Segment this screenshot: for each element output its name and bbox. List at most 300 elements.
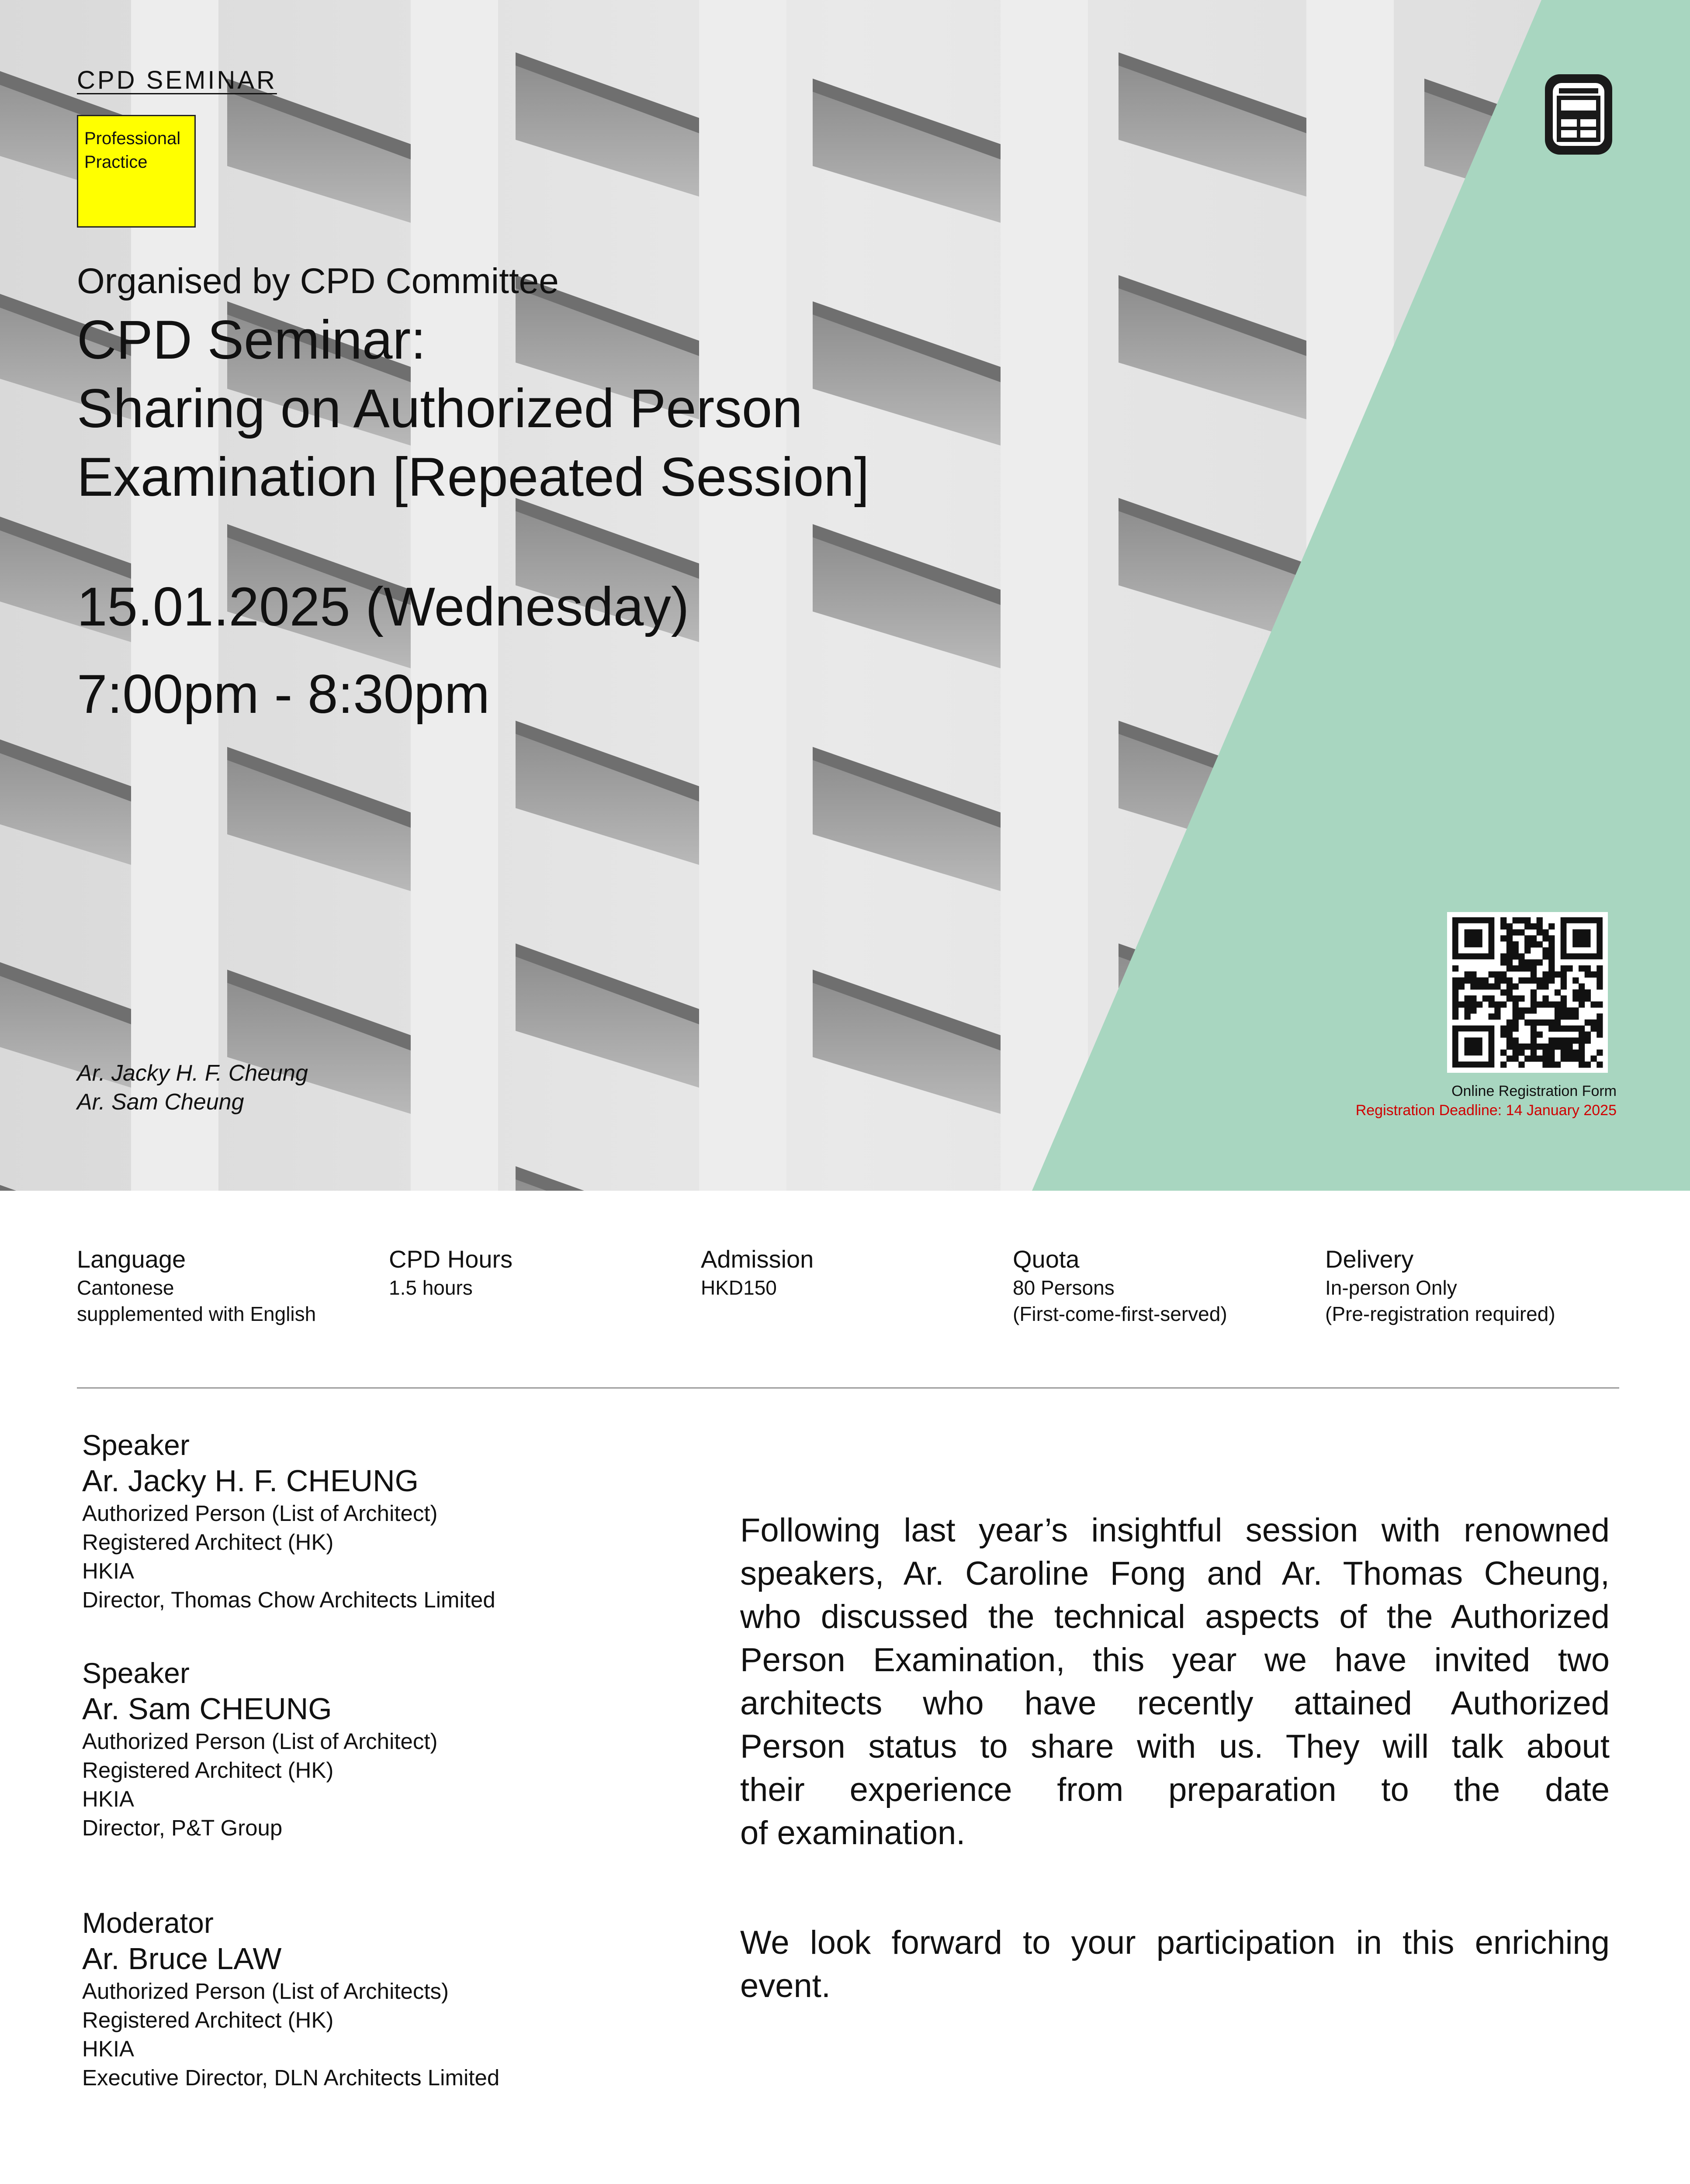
qr-module xyxy=(1465,1013,1471,1019)
qr-module xyxy=(1518,930,1524,936)
qr-module xyxy=(1585,989,1591,995)
qr-module xyxy=(1590,1055,1596,1061)
qr-module xyxy=(1513,1007,1519,1013)
qr-module xyxy=(1500,1031,1506,1037)
qr-module xyxy=(1572,989,1579,995)
speaker-2 xyxy=(82,1655,438,1842)
registration-qr-code[interactable] xyxy=(1447,912,1608,1073)
qr-module xyxy=(1596,1050,1603,1056)
qr-module xyxy=(1494,1013,1500,1019)
qr-module xyxy=(1489,971,1495,978)
qr-module xyxy=(1579,983,1585,989)
qr-module xyxy=(1452,1007,1458,1013)
qr-module xyxy=(1566,1037,1572,1044)
qr-module xyxy=(1470,971,1476,978)
qr-module xyxy=(1513,1037,1519,1044)
qr-module xyxy=(1458,1002,1465,1008)
registration-deadline: Registration Deadline: 14 January 2025 xyxy=(1355,1102,1617,1119)
qr-module xyxy=(1579,989,1585,995)
info-value: Cantonese xyxy=(77,1276,174,1299)
qr-module xyxy=(1548,971,1555,978)
qr-module xyxy=(1542,971,1548,978)
qr-module xyxy=(1579,965,1585,971)
qr-module xyxy=(1531,1055,1537,1061)
qr-module xyxy=(1561,1007,1567,1013)
person-name: Ar. Jacky H. F. CHEUNG xyxy=(82,1464,419,1498)
qr-module xyxy=(1506,989,1513,995)
person-detail: Authorized Person (List of Architects) xyxy=(82,1979,449,2004)
qr-module xyxy=(1506,965,1513,971)
page-title xyxy=(77,306,869,511)
person-detail: HKIA xyxy=(82,1559,135,1583)
qr-module xyxy=(1542,1050,1548,1056)
info-value: (First-come-first-served) xyxy=(1013,1303,1227,1325)
qr-module xyxy=(1537,1002,1543,1008)
person-role: Moderator xyxy=(82,1907,214,1939)
description-line: of examination. xyxy=(740,1814,966,1852)
qr-module xyxy=(1531,978,1537,984)
qr-module xyxy=(1596,971,1603,978)
qr-module xyxy=(1548,1061,1555,1068)
info-label: Quota xyxy=(1013,1245,1080,1273)
qr-module xyxy=(1542,935,1548,941)
qr-module xyxy=(1537,930,1543,936)
qr-module xyxy=(1476,978,1482,984)
qr-module xyxy=(1548,959,1555,965)
description-paragraph-1 xyxy=(740,1509,1610,1855)
info-admission xyxy=(701,1244,1007,1301)
qr-module xyxy=(1452,995,1458,1002)
description-line: who discussed the technical aspects of the Authorized xyxy=(740,1598,1610,1635)
qr-module xyxy=(1506,947,1513,954)
hero-speaker-1: Ar. Jacky H. F. Cheung xyxy=(77,1061,308,1086)
hero-speaker-2: Ar. Sam Cheung xyxy=(77,1089,244,1115)
qr-module xyxy=(1524,1019,1531,1026)
qr-module xyxy=(1500,917,1506,923)
qr-module xyxy=(1596,965,1603,971)
qr-module xyxy=(1518,959,1524,965)
qr-module xyxy=(1542,1002,1548,1008)
speaker-1 xyxy=(82,1427,495,1614)
qr-module xyxy=(1548,954,1555,960)
qr-module xyxy=(1585,995,1591,1002)
description-line: event. xyxy=(740,1967,831,2004)
qr-module xyxy=(1596,983,1603,989)
qr-module xyxy=(1537,1019,1543,1026)
qr-module xyxy=(1506,1019,1513,1026)
info-language xyxy=(77,1244,383,1327)
qr-module xyxy=(1542,947,1548,954)
qr-module xyxy=(1513,941,1519,947)
qr-finder xyxy=(1572,930,1590,947)
qr-module xyxy=(1506,923,1513,930)
qr-module xyxy=(1555,1002,1561,1008)
qr-module xyxy=(1572,995,1579,1002)
person-name: Ar. Bruce LAW xyxy=(82,1942,282,1976)
qr-module xyxy=(1518,1013,1524,1019)
qr-module xyxy=(1555,1061,1561,1068)
info-value: (Pre-registration required) xyxy=(1325,1303,1555,1325)
qr-module xyxy=(1579,1044,1585,1050)
qr-module xyxy=(1513,1050,1519,1056)
description-paragraph-2 xyxy=(740,1921,1610,2008)
qr-module xyxy=(1489,983,1495,989)
qr-code-icon xyxy=(1447,912,1608,1073)
qr-module xyxy=(1542,1019,1548,1026)
qr-module xyxy=(1561,1050,1567,1056)
person-detail: Registered Architect (HK) xyxy=(82,2008,334,2032)
qr-module xyxy=(1524,959,1531,965)
qr-module xyxy=(1458,983,1465,989)
qr-module xyxy=(1561,1026,1567,1032)
qr-module xyxy=(1524,935,1531,941)
qr-module xyxy=(1513,930,1519,936)
qr-module xyxy=(1513,1019,1519,1026)
qr-module xyxy=(1548,965,1555,971)
qr-module xyxy=(1531,941,1537,947)
qr-module xyxy=(1524,1055,1531,1061)
moderator xyxy=(82,1905,499,2092)
qr-module xyxy=(1470,978,1476,984)
qr-module xyxy=(1518,917,1524,923)
qr-module xyxy=(1596,1019,1603,1026)
qr-module xyxy=(1579,1026,1585,1032)
qr-module xyxy=(1596,1061,1603,1068)
qr-module xyxy=(1537,959,1543,965)
qr-module xyxy=(1500,978,1506,984)
qr-module xyxy=(1572,978,1579,984)
qr-module xyxy=(1579,1031,1585,1037)
description-line: architects who have recently attained Authorized xyxy=(740,1685,1610,1722)
qr-module xyxy=(1513,965,1519,971)
qr-module xyxy=(1518,1044,1524,1050)
qr-module xyxy=(1542,978,1548,984)
qr-module xyxy=(1561,983,1567,989)
badge-line-2: Practice xyxy=(84,152,148,172)
badge-line-1: Professional xyxy=(84,129,181,148)
qr-module xyxy=(1579,995,1585,1002)
qr-module xyxy=(1548,923,1555,930)
qr-module xyxy=(1482,978,1489,984)
info-quota xyxy=(1013,1244,1319,1327)
qr-module xyxy=(1531,1007,1537,1013)
qr-module xyxy=(1506,941,1513,947)
description-line: speakers, Ar. Caroline Fong and Ar. Thomas Cheung, xyxy=(740,1555,1610,1592)
person-detail: Executive Director, DLN Architects Limited xyxy=(82,2065,500,2090)
qr-module xyxy=(1500,935,1506,941)
qr-module xyxy=(1561,1002,1567,1008)
qr-module xyxy=(1561,971,1567,978)
qr-module xyxy=(1531,1019,1537,1026)
info-label: Admission xyxy=(701,1245,814,1273)
info-value: 1.5 hours xyxy=(389,1276,473,1299)
qr-module xyxy=(1506,1037,1513,1044)
event-time: 7:00pm - 8:30pm xyxy=(77,664,490,725)
qr-module xyxy=(1506,978,1513,984)
hkia-seal-icon xyxy=(1541,71,1616,158)
qr-module xyxy=(1452,983,1458,989)
qr-module xyxy=(1531,989,1537,995)
qr-module xyxy=(1542,930,1548,936)
qr-module xyxy=(1531,1037,1537,1044)
qr-module xyxy=(1590,1002,1596,1008)
qr-module xyxy=(1482,983,1489,989)
qr-module xyxy=(1555,1044,1561,1050)
qr-module xyxy=(1537,1055,1543,1061)
qr-module xyxy=(1524,978,1531,984)
qr-module xyxy=(1566,1026,1572,1032)
qr-module xyxy=(1506,983,1513,989)
qr-module xyxy=(1531,1031,1537,1037)
qr-module xyxy=(1572,1055,1579,1061)
qr-module xyxy=(1537,978,1543,984)
description-line: We look forward to your participation in this enriching xyxy=(740,1924,1610,1961)
qr-module xyxy=(1596,1013,1603,1019)
person-detail: Registered Architect (HK) xyxy=(82,1758,334,1783)
seminar-tag: CPD SEMINAR xyxy=(77,66,277,94)
qr-module xyxy=(1561,1013,1567,1019)
qr-module xyxy=(1548,1026,1555,1032)
qr-module xyxy=(1555,971,1561,978)
qr-module xyxy=(1489,1013,1495,1019)
qr-module xyxy=(1500,1061,1506,1068)
qr-module xyxy=(1579,1050,1585,1056)
qr-module xyxy=(1531,1044,1537,1050)
qr-module xyxy=(1513,983,1519,989)
qr-module xyxy=(1506,995,1513,1002)
qr-module xyxy=(1542,983,1548,989)
person-detail: Authorized Person (List of Architect) xyxy=(82,1501,438,1526)
qr-module xyxy=(1518,1050,1524,1056)
qr-module xyxy=(1494,983,1500,989)
qr-module xyxy=(1524,923,1531,930)
qr-module xyxy=(1548,1002,1555,1008)
info-label: Delivery xyxy=(1325,1245,1414,1273)
qr-module xyxy=(1548,947,1555,954)
qr-finder xyxy=(1465,1037,1482,1055)
qr-module xyxy=(1537,1044,1543,1050)
qr-module xyxy=(1542,1061,1548,1068)
event-date: 15.01.2025 (Wednesday) xyxy=(77,577,689,637)
qr-module xyxy=(1579,1002,1585,1008)
person-name: Ar. Sam CHEUNG xyxy=(82,1692,332,1726)
qr-module xyxy=(1513,995,1519,1002)
qr-module xyxy=(1537,941,1543,947)
qr-module xyxy=(1548,1050,1555,1056)
qr-module xyxy=(1555,1026,1561,1032)
person-detail: Director, Thomas Chow Architects Limited xyxy=(82,1587,495,1612)
qr-module xyxy=(1531,1050,1537,1056)
qr-module xyxy=(1555,989,1561,995)
qr-module xyxy=(1531,923,1537,930)
qr-module xyxy=(1596,978,1603,984)
person-role: Speaker xyxy=(82,1429,190,1461)
info-value: supplemented with English xyxy=(77,1303,316,1325)
qr-caption-block xyxy=(1223,1082,1617,1120)
qr-module xyxy=(1585,971,1591,978)
info-value: In-person Only xyxy=(1325,1276,1457,1299)
info-value: HKD150 xyxy=(701,1276,777,1299)
qr-module xyxy=(1596,1031,1603,1037)
qr-module xyxy=(1500,1002,1506,1008)
qr-module xyxy=(1531,995,1537,1002)
info-label: CPD Hours xyxy=(389,1245,513,1273)
qr-module xyxy=(1561,1055,1567,1061)
qr-module xyxy=(1465,995,1471,1002)
qr-module xyxy=(1548,1019,1555,1026)
qr-module xyxy=(1561,1037,1567,1044)
qr-module xyxy=(1452,1002,1458,1008)
qr-module xyxy=(1489,995,1495,1002)
qr-module xyxy=(1494,971,1500,978)
qr-module xyxy=(1548,1037,1555,1044)
title-line-3: Examination [Repeated Session] xyxy=(77,447,869,508)
title-line-1: CPD Seminar: xyxy=(77,310,426,370)
qr-module xyxy=(1542,954,1548,960)
qr-module xyxy=(1524,965,1531,971)
qr-module xyxy=(1566,1050,1572,1056)
qr-module xyxy=(1518,954,1524,960)
qr-module xyxy=(1518,965,1524,971)
qr-module xyxy=(1585,1019,1591,1026)
description-line: their experience from preparation to the date xyxy=(740,1771,1610,1808)
qr-module xyxy=(1566,965,1572,971)
qr-finder xyxy=(1465,930,1482,947)
divider xyxy=(77,1387,1619,1389)
qr-module xyxy=(1537,923,1543,930)
qr-module xyxy=(1548,935,1555,941)
qr-module xyxy=(1548,978,1555,984)
person-detail: Authorized Person (List of Architect) xyxy=(82,1729,438,1754)
event-datetime xyxy=(77,563,689,738)
qr-module xyxy=(1555,1007,1561,1013)
qr-module xyxy=(1566,1013,1572,1019)
qr-module xyxy=(1476,1002,1482,1008)
qr-module xyxy=(1513,917,1519,923)
qr-module xyxy=(1470,995,1476,1002)
description-line: Following last year’s insightful session with renowned xyxy=(740,1512,1610,1549)
qr-module xyxy=(1585,1031,1591,1037)
qr-module xyxy=(1506,1044,1513,1050)
qr-module xyxy=(1506,1055,1513,1061)
qr-module xyxy=(1518,978,1524,984)
person-detail: Registered Architect (HK) xyxy=(82,1530,334,1555)
qr-module xyxy=(1458,978,1465,984)
qr-module xyxy=(1561,995,1567,1002)
qr-module xyxy=(1531,959,1537,965)
qr-module xyxy=(1537,917,1543,923)
qr-module xyxy=(1531,935,1537,941)
qr-module xyxy=(1470,1007,1476,1013)
qr-module xyxy=(1452,1013,1458,1019)
qr-module xyxy=(1482,995,1489,1002)
qr-module xyxy=(1572,1026,1579,1032)
qr-module xyxy=(1513,1026,1519,1032)
qr-module xyxy=(1537,1031,1543,1037)
qr-module xyxy=(1500,1026,1506,1032)
qr-module xyxy=(1452,978,1458,984)
qr-module xyxy=(1489,1002,1495,1008)
qr-module xyxy=(1524,941,1531,947)
qr-caption: Online Registration Form xyxy=(1451,1083,1617,1099)
qr-module xyxy=(1506,935,1513,941)
qr-module xyxy=(1561,965,1567,971)
qr-module xyxy=(1500,1050,1506,1056)
qr-module xyxy=(1579,1037,1585,1044)
qr-module xyxy=(1452,965,1458,971)
description-line: Person status to share with us. They will talk about xyxy=(740,1728,1610,1765)
info-label: Language xyxy=(77,1245,186,1273)
qr-module xyxy=(1572,1037,1579,1044)
qr-module xyxy=(1548,1044,1555,1050)
qr-module xyxy=(1590,971,1596,978)
qr-module xyxy=(1518,1061,1524,1068)
qr-module xyxy=(1470,983,1476,989)
qr-module xyxy=(1500,959,1506,965)
qr-module xyxy=(1548,1055,1555,1061)
qr-module xyxy=(1566,1055,1572,1061)
qr-module xyxy=(1524,1007,1531,1013)
qr-module xyxy=(1572,1013,1579,1019)
qr-module xyxy=(1518,995,1524,1002)
person-role: Speaker xyxy=(82,1657,190,1689)
qr-module xyxy=(1518,1007,1524,1013)
qr-module xyxy=(1566,1044,1572,1050)
qr-module xyxy=(1555,1037,1561,1044)
info-value: 80 Persons xyxy=(1013,1276,1115,1299)
qr-module xyxy=(1513,1002,1519,1008)
qr-module xyxy=(1494,1002,1500,1008)
qr-module xyxy=(1506,959,1513,965)
qr-module xyxy=(1524,947,1531,954)
qr-module xyxy=(1524,1044,1531,1050)
category-badge xyxy=(77,115,196,228)
qr-module xyxy=(1465,971,1471,978)
qr-module xyxy=(1585,1037,1591,1044)
qr-module xyxy=(1531,1002,1537,1008)
qr-module xyxy=(1452,989,1458,995)
qr-module xyxy=(1513,1013,1519,1019)
qr-module xyxy=(1513,1055,1519,1061)
qr-module xyxy=(1542,1055,1548,1061)
qr-module xyxy=(1537,983,1543,989)
qr-module xyxy=(1596,1026,1603,1032)
person-detail: Director, P&T Group xyxy=(82,1815,283,1840)
qr-module xyxy=(1555,1019,1561,1026)
qr-module xyxy=(1513,1044,1519,1050)
qr-module xyxy=(1572,1007,1579,1013)
qr-module xyxy=(1561,1044,1567,1050)
qr-module xyxy=(1500,923,1506,930)
qr-module xyxy=(1585,965,1591,971)
title-line-2: Sharing on Authorized Person xyxy=(77,378,803,439)
qr-module xyxy=(1494,1007,1500,1013)
qr-module xyxy=(1566,1007,1572,1013)
qr-module xyxy=(1585,1061,1591,1068)
qr-module xyxy=(1500,954,1506,960)
description-line: Person Examination, this year we have invited two xyxy=(740,1641,1610,1679)
qr-module xyxy=(1590,1026,1596,1032)
info-delivery xyxy=(1325,1244,1631,1327)
qr-module xyxy=(1531,1026,1537,1032)
qr-module xyxy=(1506,954,1513,960)
qr-module xyxy=(1579,1061,1585,1068)
qr-module xyxy=(1506,930,1513,936)
info-cpd-hours xyxy=(389,1244,695,1301)
qr-module xyxy=(1500,971,1506,978)
person-detail: HKIA xyxy=(82,2036,135,2061)
qr-module xyxy=(1465,1007,1471,1013)
